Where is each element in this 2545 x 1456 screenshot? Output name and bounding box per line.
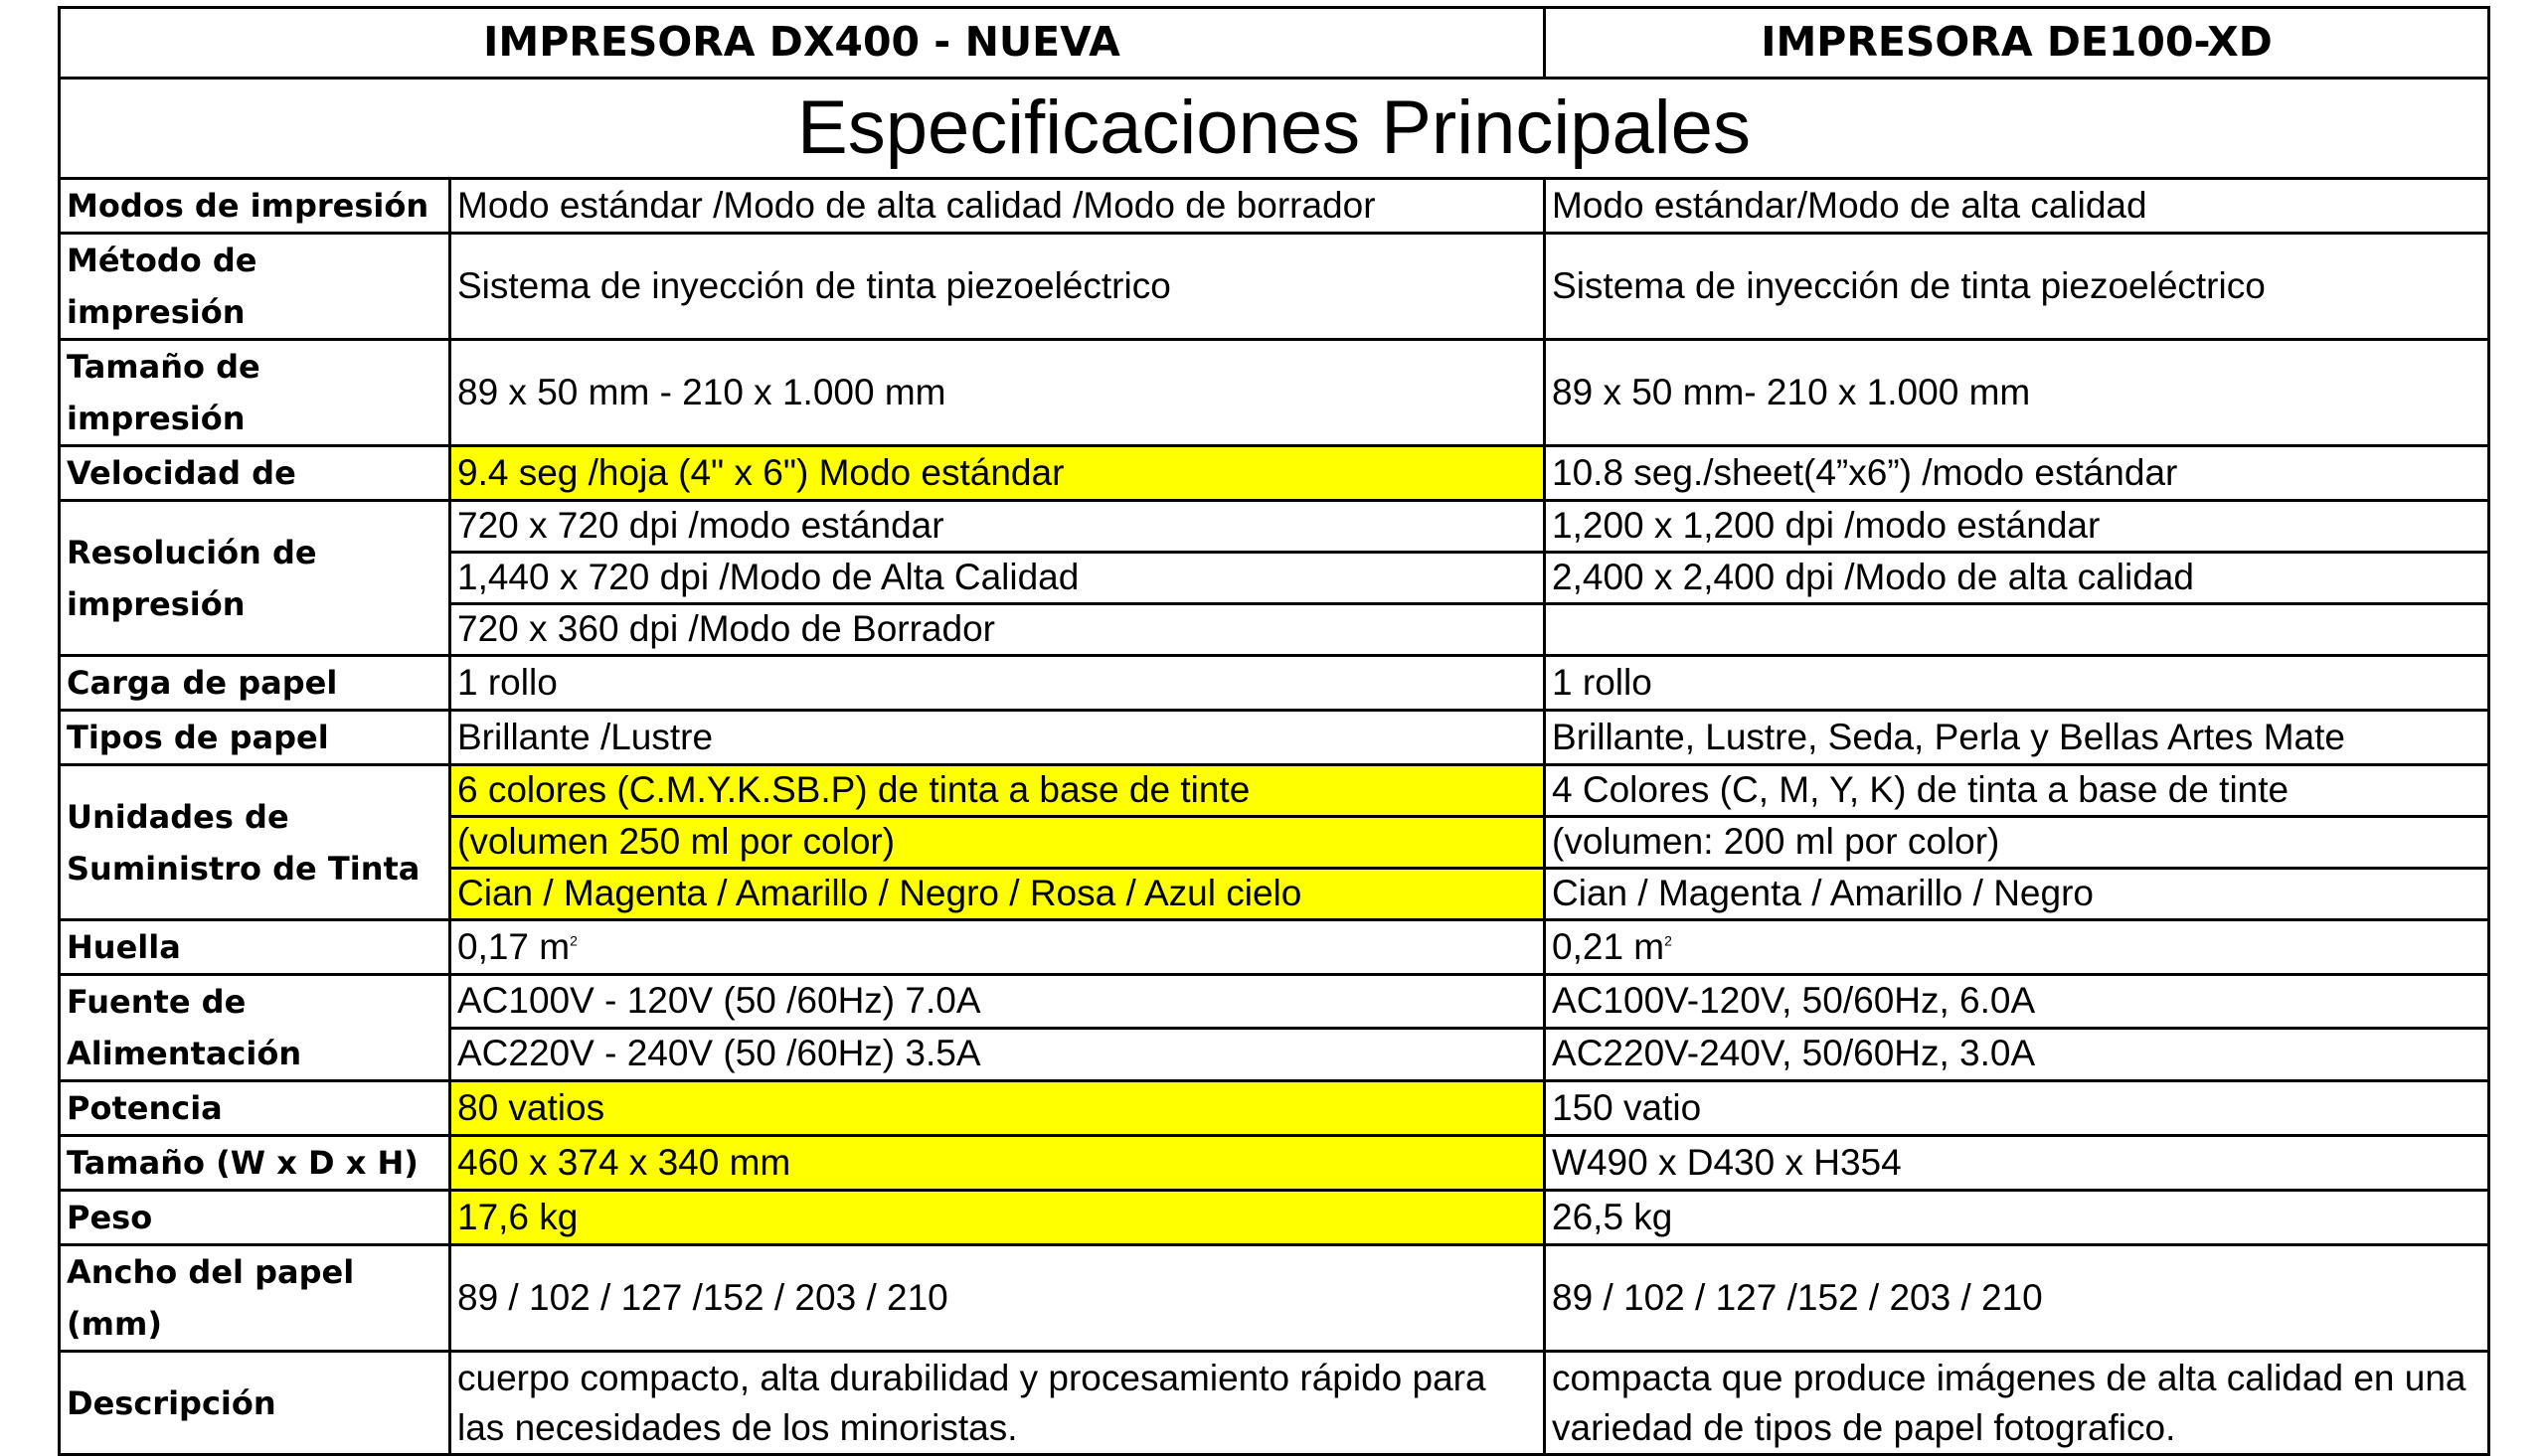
dx400-ancho: 89 / 102 / 127 /152 / 203 / 210 bbox=[450, 1245, 1545, 1352]
dx400-fuente-1: AC100V - 120V (50 /60Hz) 7.0A bbox=[450, 975, 1545, 1029]
row-fuente-1 bbox=[60, 975, 2489, 1029]
row-potencia bbox=[60, 1081, 2489, 1136]
de100-descripcion: compacta que produce imágenes de alta calidad en una variedad de tipos de papel fotografico. bbox=[1545, 1352, 2489, 1455]
label-huella: Huella bbox=[60, 920, 450, 975]
table-title: Especificaciones Principales bbox=[60, 79, 2489, 179]
label-fuente: Fuente de Alimentación bbox=[60, 975, 450, 1081]
de100-tamano-impresion: 89 x 50 mm- 210 x 1.000 mm bbox=[1545, 340, 2489, 446]
de100-resolucion-3 bbox=[1545, 604, 2489, 656]
dx400-huella-value: 0,17 m bbox=[457, 925, 571, 967]
de100-tinta-2: (volumen: 200 ml por color) bbox=[1545, 817, 2489, 869]
dx400-tinta-3: Cian / Magenta / Amarillo / Negro / Rosa / Azul cielo bbox=[450, 869, 1545, 920]
row-metodo bbox=[60, 234, 2489, 340]
de100-carga: 1 rollo bbox=[1545, 656, 2489, 711]
row-tamano bbox=[60, 1136, 2489, 1191]
label-tipos: Tipos de papel bbox=[60, 711, 450, 765]
de100-metodo: Sistema de inyección de tinta piezoeléctrico bbox=[1545, 234, 2489, 340]
de100-peso: 26,5 kg bbox=[1545, 1191, 2489, 1245]
row-carga bbox=[60, 656, 2489, 711]
label-velocidad: Velocidad de bbox=[60, 446, 450, 501]
dx400-huella-unit: 2 bbox=[570, 932, 578, 949]
row-peso bbox=[60, 1191, 2489, 1245]
row-huella bbox=[60, 920, 2489, 975]
label-modos: Modos de impresión bbox=[60, 179, 450, 234]
dx400-tamano-impresion: 89 x 50 mm - 210 x 1.000 mm bbox=[450, 340, 1545, 446]
de100-resolucion-2: 2,400 x 2,400 dpi /Modo de alta calidad bbox=[1545, 553, 2489, 604]
de100-potencia: 150 vatio bbox=[1545, 1081, 2489, 1136]
label-ancho: Ancho del papel (mm) bbox=[60, 1245, 450, 1352]
de100-ancho: 89 / 102 / 127 /152 / 203 / 210 bbox=[1545, 1245, 2489, 1352]
de100-fuente-2: AC220V-240V, 50/60Hz, 3.0A bbox=[1545, 1028, 2489, 1081]
de100-huella-unit: 2 bbox=[1664, 932, 1672, 949]
label-tinta: Unidades de Suministro de Tinta bbox=[60, 765, 450, 920]
label-carga: Carga de papel bbox=[60, 656, 450, 711]
row-tamano-impresion bbox=[60, 340, 2489, 446]
label-resolucion: Resolución de impresión bbox=[60, 501, 450, 656]
label-tamano-impresion: Tamaño de impresión bbox=[60, 340, 450, 446]
row-ancho bbox=[60, 1245, 2489, 1352]
dx400-tamano: 460 x 374 x 340 mm bbox=[450, 1136, 1545, 1191]
de100-resolucion-1: 1,200 x 1,200 dpi /modo estándar bbox=[1545, 501, 2489, 553]
row-descripcion bbox=[60, 1352, 2489, 1455]
dx400-resolucion-3: 720 x 360 dpi /Modo de Borrador bbox=[450, 604, 1545, 656]
dx400-peso: 17,6 kg bbox=[450, 1191, 1545, 1245]
dx400-fuente-2: AC220V - 240V (50 /60Hz) 3.5A bbox=[450, 1028, 1545, 1081]
dx400-carga: 1 rollo bbox=[450, 656, 1545, 711]
row-tipos bbox=[60, 711, 2489, 765]
de100-tipos: Brillante, Lustre, Seda, Perla y Bellas Artes Mate bbox=[1545, 711, 2489, 765]
dx400-resolucion-1: 720 x 720 dpi /modo estándar bbox=[450, 501, 1545, 553]
dx400-tinta-1: 6 colores (C.M.Y.K.SB.P) de tinta a base de tinte bbox=[450, 765, 1545, 817]
row-tinta-1 bbox=[60, 765, 2489, 817]
label-metodo: Método de impresión bbox=[60, 234, 450, 340]
row-velocidad bbox=[60, 446, 2489, 501]
de100-huella bbox=[1545, 920, 2489, 975]
de100-tinta-1: 4 Colores (C, M, Y, K) de tinta a base de tinte bbox=[1545, 765, 2489, 817]
label-potencia: Potencia bbox=[60, 1081, 450, 1136]
dx400-velocidad: 9.4 seg /hoja (4" x 6") Modo estándar bbox=[450, 446, 1545, 501]
dx400-huella bbox=[450, 920, 1545, 975]
dx400-descripcion: cuerpo compacto, alta durabilidad y procesamiento rápido para las necesidades de los minoristas. bbox=[450, 1352, 1545, 1455]
dx400-modos: Modo estándar /Modo de alta calidad /Modo de borrador bbox=[450, 179, 1545, 234]
dx400-resolucion-2: 1,440 x 720 dpi /Modo de Alta Calidad bbox=[450, 553, 1545, 604]
title-row bbox=[60, 79, 2489, 179]
de100-tinta-3: Cian / Magenta / Amarillo / Negro bbox=[1545, 869, 2489, 920]
de100-modos: Modo estándar/Modo de alta calidad bbox=[1545, 179, 2489, 234]
de100-tamano: W490 x D430 x H354 bbox=[1545, 1136, 2489, 1191]
de100-header: IMPRESORA DE100-XD bbox=[1545, 8, 2489, 79]
label-tamano: Tamaño (W x D x H) bbox=[60, 1136, 450, 1191]
dx400-potencia: 80 vatios bbox=[450, 1081, 1545, 1136]
de100-huella-value: 0,21 m bbox=[1552, 925, 1665, 967]
dx400-tipos: Brillante /Lustre bbox=[450, 711, 1545, 765]
header-row bbox=[60, 8, 2489, 79]
de100-fuente-1: AC100V-120V, 50/60Hz, 6.0A bbox=[1545, 975, 2489, 1029]
label-descripcion: Descripción bbox=[60, 1352, 450, 1455]
de100-velocidad: 10.8 seg./sheet(4”x6”) /modo estándar bbox=[1545, 446, 2489, 501]
dx400-metodo: Sistema de inyección de tinta piezoeléctrico bbox=[450, 234, 1545, 340]
dx400-tinta-2: (volumen 250 ml por color) bbox=[450, 817, 1545, 869]
row-resolucion-1 bbox=[60, 501, 2489, 553]
row-modos bbox=[60, 179, 2489, 234]
dx400-header: IMPRESORA DX400 - NUEVA bbox=[60, 8, 1545, 79]
label-peso: Peso bbox=[60, 1191, 450, 1245]
spec-comparison-table bbox=[58, 6, 2490, 1456]
